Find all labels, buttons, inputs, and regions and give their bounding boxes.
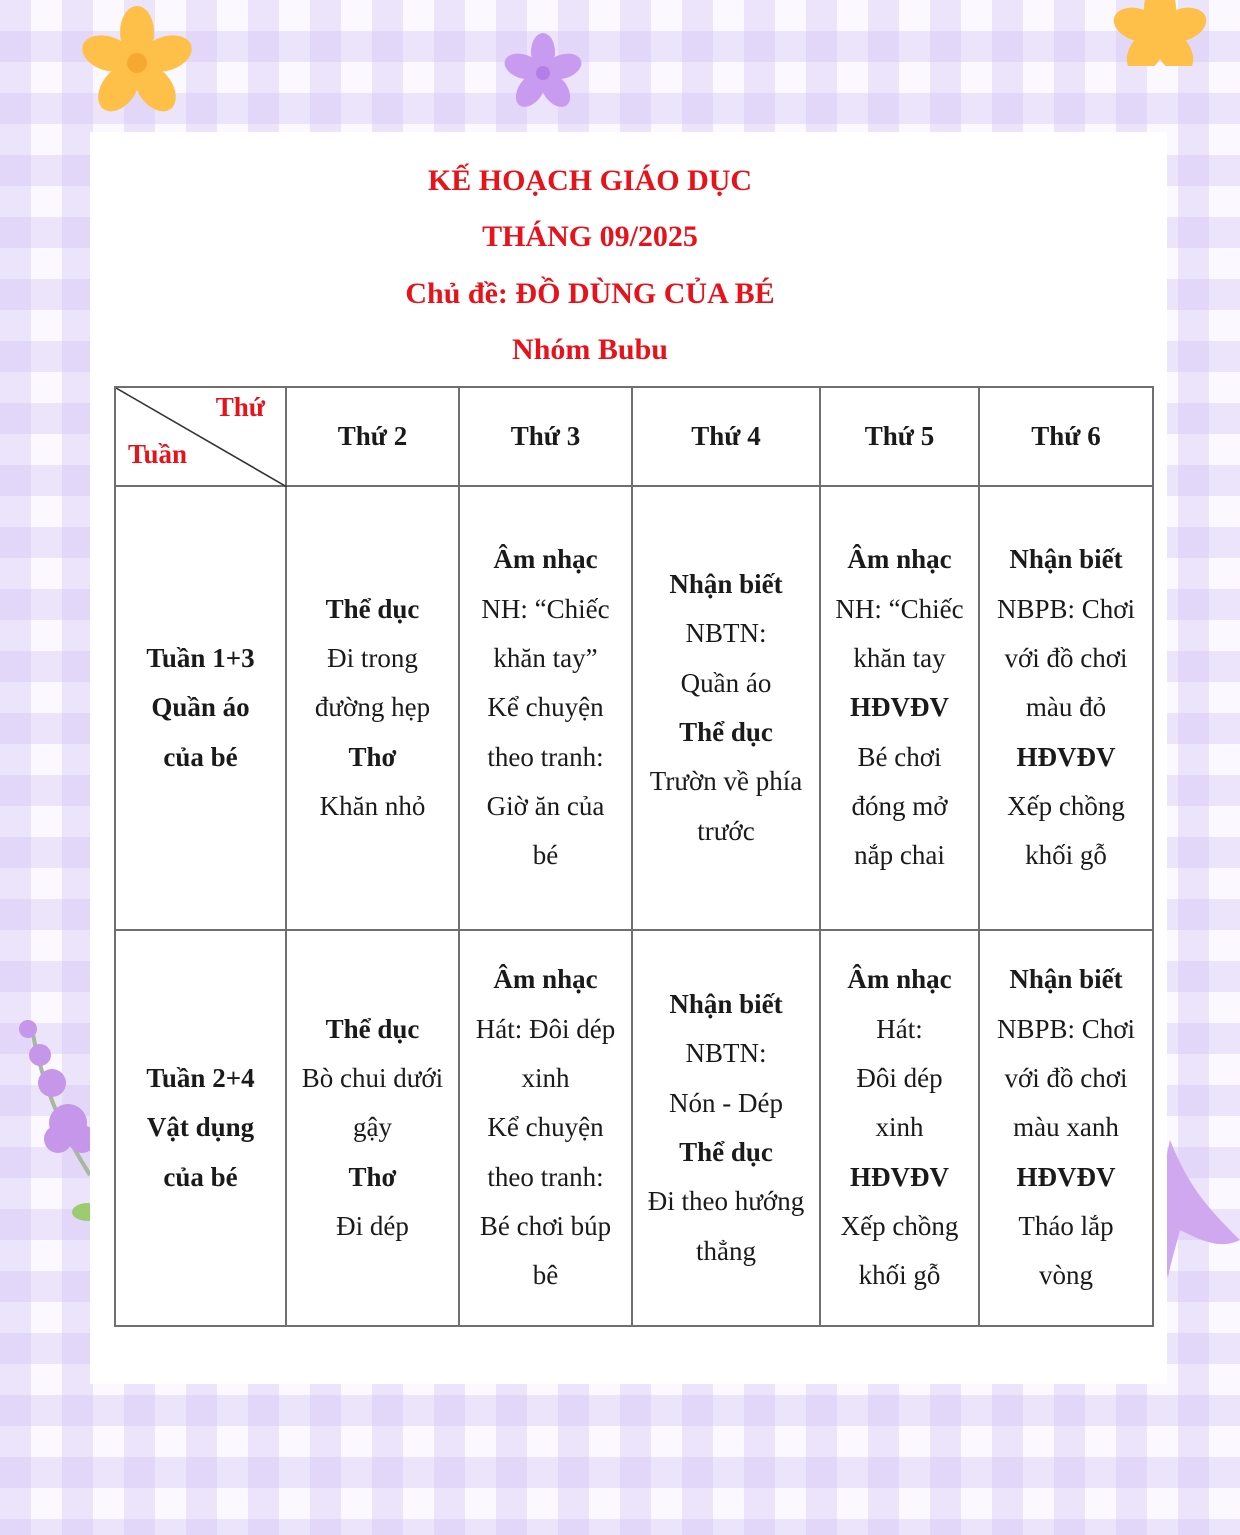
activity-text: Khăn nhỏ [319, 790, 426, 821]
activity-category: HĐVĐV [1016, 1161, 1116, 1192]
activity-text: đóng mở [851, 790, 948, 821]
activity-text: thẳng [696, 1235, 756, 1266]
activity-text: NH: “Chiếc [481, 593, 610, 624]
activity-category: HĐVĐV [850, 1161, 949, 1192]
activity-cell [820, 486, 979, 930]
page-title: KẾ HOẠCH GIÁO DỤC [427, 164, 753, 197]
activity-category: Âm nhạc [493, 544, 598, 575]
theme-label: Chủ đề: ĐỒ DÙNG CỦA BÉ [405, 277, 775, 310]
activity-text: đường hẹp [314, 692, 431, 723]
table-row [115, 486, 1153, 930]
activity-text: Hát: [876, 1013, 923, 1044]
corner-cell [115, 387, 286, 486]
activity-text: nắp chai [854, 840, 945, 871]
activity-category: Nhận biết [1009, 964, 1123, 995]
activity-text: màu đỏ [1025, 692, 1107, 723]
table-header-row [115, 387, 1153, 486]
activity-category: Nhận biết [669, 989, 783, 1020]
activity-cell [979, 486, 1153, 930]
activity-text: khăn tay [853, 643, 946, 674]
activity-category: Thơ [348, 1161, 397, 1192]
activity-text: bé [532, 840, 559, 871]
week-header-cell [115, 486, 286, 930]
activity-text: NBTN: [685, 1038, 767, 1069]
activity-category: Thơ [348, 741, 397, 772]
activity-cell [459, 930, 632, 1326]
activity-cell [979, 930, 1153, 1326]
activity-text: xinh [875, 1112, 924, 1143]
activity-category: Thể dục [325, 1013, 420, 1044]
week-label-line: của bé [163, 1161, 238, 1192]
month-label: THÁNG 09/2025 [482, 220, 698, 253]
activity-text: Kể chuyện [487, 1112, 604, 1143]
activity-text: Tháo lắp [1018, 1210, 1114, 1241]
activity-text: theo tranh: [487, 1161, 604, 1192]
day-header: Thứ 6 [979, 387, 1153, 486]
activity-text: gậy [353, 1112, 392, 1143]
purple-flower-icon [500, 30, 586, 116]
group-label: Nhóm Bubu [512, 333, 668, 366]
activity-cell [632, 486, 820, 930]
table-row [115, 930, 1153, 1326]
schedule-table [114, 386, 1154, 1327]
lavender-branch-icon [10, 1015, 100, 1225]
week-label-line: Quần áo [151, 692, 250, 723]
activity-category: Âm nhạc [847, 964, 952, 995]
activity-text: Giờ ăn của [486, 790, 605, 821]
activity-cell [286, 486, 459, 930]
activity-category: Âm nhạc [493, 964, 598, 995]
day-header: Thứ 2 [286, 387, 459, 486]
activity-text: trước [697, 815, 755, 846]
activity-text: vòng [1039, 1260, 1093, 1291]
activity-text: Xếp chồng [1007, 790, 1125, 821]
activity-text: bê [532, 1260, 559, 1291]
orange-flower-icon [78, 4, 196, 122]
activity-category: Thể dục [325, 593, 420, 624]
week-label-line: Tuần 2+4 [146, 1063, 255, 1094]
week-label-line: Vật dụng [146, 1112, 255, 1143]
activity-text: Trườn về phía [649, 766, 803, 797]
day-header: Thứ 3 [459, 387, 632, 486]
activity-text: Quần áo [680, 667, 772, 698]
week-label-line: Tuần 1+3 [146, 643, 255, 674]
week-label-line: của bé [163, 741, 238, 772]
activity-category: Nhận biết [1009, 544, 1123, 575]
activity-cell [459, 486, 632, 930]
activity-text: với đồ chơi [1004, 643, 1128, 674]
activity-text: Đi dép [336, 1210, 409, 1241]
activity-text: Đi theo hướng [647, 1186, 805, 1217]
orange-flower-icon [1108, 0, 1212, 66]
day-header: Thứ 4 [632, 387, 820, 486]
activity-text: màu xanh [1013, 1112, 1119, 1143]
activity-text: khối gỗ [1025, 840, 1107, 871]
activity-text: NBTN: [685, 618, 767, 649]
activity-text: với đồ chơi [1004, 1063, 1128, 1094]
activity-category: Âm nhạc [847, 544, 952, 575]
activity-text: NBPB: Chơi [996, 593, 1136, 624]
activity-cell [632, 930, 820, 1326]
activity-text: Hát: Đôi dép [475, 1013, 616, 1044]
activity-text: Đôi dép [856, 1063, 943, 1094]
day-header: Thứ 5 [820, 387, 979, 486]
activity-category: HĐVĐV [850, 692, 949, 723]
day-axis-label: Thứ [215, 392, 265, 422]
activity-text: Bò chui dưới [301, 1063, 444, 1094]
week-axis-label: Tuần [128, 439, 188, 469]
activity-text: khối gỗ [858, 1260, 941, 1291]
activity-text: Bé chơi búp [479, 1210, 612, 1241]
activity-text: NH: “Chiếc [835, 593, 964, 624]
activity-text: xinh [521, 1063, 570, 1094]
activity-text: khăn tay” [493, 643, 598, 674]
activity-text: Bé chơi [857, 741, 942, 772]
activity-text: Xếp chồng [840, 1210, 959, 1241]
plan-card [90, 132, 1167, 1384]
activity-text: theo tranh: [487, 741, 604, 772]
activity-cell [286, 930, 459, 1326]
activity-category: HĐVĐV [1016, 741, 1116, 772]
activity-category: Thể dục [679, 1137, 773, 1167]
activity-text: NBPB: Chơi [996, 1013, 1136, 1044]
activity-cell [820, 930, 979, 1326]
activity-category: Nhận biết [669, 569, 783, 600]
activity-text: Nón - Dép [669, 1087, 783, 1118]
week-header-cell [115, 930, 286, 1326]
activity-category: Thể dục [679, 717, 773, 747]
activity-text: Đi trong [327, 643, 418, 674]
activity-text: Kể chuyện [487, 692, 604, 723]
